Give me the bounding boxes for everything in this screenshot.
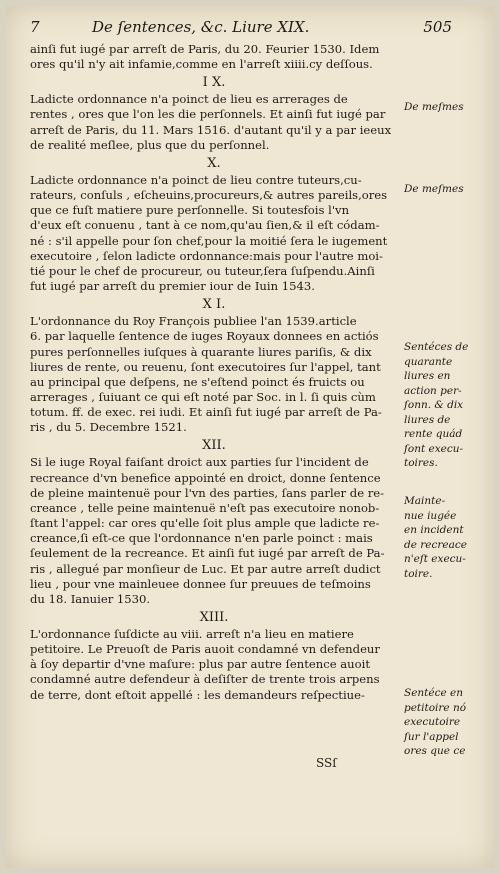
text-line: lieu , pour vne mainleuee donnee ſur preuues de teſmoins [30, 576, 371, 591]
text-line: pures perſonnelles iuſques à quarante liures pariſis, & dix [30, 344, 372, 359]
page-number-right: 505 [423, 18, 452, 36]
text-line: fut iugé par arreſt du premier iour de Iuin 1543. [30, 279, 315, 294]
text-line: ores qu'il n'y ait infamie,comme en l'arreſt xiiii.cy deſſous. [30, 57, 373, 72]
text-line: ris , du 5. Decembre 1521. [30, 420, 187, 435]
text-line: L'ordonnance ſuſdicte au viii. arreſt n'a lieu en matiere [30, 627, 354, 641]
text-line: L'ordonnance du Roy François publiee l'an 1539.article [30, 314, 357, 329]
margin-line: Mainte- [404, 495, 446, 507]
margin-line: toire. [404, 567, 433, 580]
margin-line: ores que ce [404, 745, 466, 757]
section-number-13: XIII. [199, 610, 229, 625]
section-10-text [30, 173, 398, 294]
text-line: ſeulement de la recreance. Et ainſi fut iugé par arreſt de Pa- [30, 546, 385, 561]
text-line: né : s'il appelle pour ſon chef,pour la moitié ſera le iugement [30, 233, 388, 248]
section-number-12: XII. [202, 438, 226, 454]
margin-note-12 [404, 494, 484, 581]
text-line: Si le iuge Royal faiſant droict aux parties ſur l'incident de [30, 455, 369, 470]
section-9-text [30, 92, 398, 153]
margin-line: petitoire nó [404, 701, 467, 714]
text-line: condamné autre defendeur à deſiſter de trente trois arpens [30, 672, 380, 687]
margin-note-10 [404, 182, 484, 197]
text-line: à ſoy departir d'vne maſure: plus par autre ſentence auoit [30, 657, 370, 672]
text-line: arreſt de Paris, du 11. Mars 1516. d'autant qu'il y a par ieeux [30, 122, 392, 137]
section-13-text [30, 627, 398, 703]
text-line: que ce fuſt matiere pure perſonnelle. Si toutesfois l'vn [30, 203, 350, 218]
text-line: recreance d'vn benefice appointé en droict, donne ſentence [30, 470, 381, 485]
text-line: liures de rente, ou reuenu, ſont executoires ſur l'appel, tant [30, 359, 381, 374]
text-line: d'eux eſt conuenu , tant à ce nom,qu'au ſien,& il eſt códam- [30, 218, 380, 233]
book-page [6, 6, 494, 868]
margin-line: Sentéces de [404, 341, 469, 353]
section-number-10: X. [207, 155, 221, 171]
text-line: totum. ff. de exec. rei iudi. Et ainſi fut iugé par arreſt de Pa- [30, 405, 382, 420]
margin-line: ſonn. & dix [404, 399, 464, 411]
margin-line: action per- [404, 384, 462, 397]
text-line: de terre, dont eſtoit appellé : les demandeurs reſpectiue- [30, 687, 365, 702]
text-line: petitoire. Le Preuoſt de Paris auoit condamné vn defendeur [30, 642, 380, 657]
margin-line: liures en [404, 370, 451, 382]
section-number-11: X I. [202, 297, 226, 313]
text-line: du 18. Ianuier 1530. [30, 591, 151, 606]
margin-line: ſont execu- [404, 442, 464, 455]
margin-line: ſur l'appel [404, 730, 459, 743]
margin-line: De meſmes [404, 183, 464, 195]
text-line: au principal que deſpens, ne s'eſtend poinct és fruicts ou [30, 374, 365, 389]
margin-line: liures de [404, 413, 451, 426]
margin-line: toires. [404, 457, 438, 469]
margin-line: rente quád [404, 428, 463, 440]
text-line: executoire , ſelon ladicte ordonnance:mais pour l'autre moi- [30, 248, 383, 263]
text-line: rentes , ores que l'on les die perſonnels. Et ainſi fut iugé par [30, 107, 386, 122]
margin-note-11 [404, 340, 484, 471]
text-line: ris , allegué par monſieur de Luc. Et par autre arreſt dudict [30, 561, 381, 576]
page-number-left: 7 [30, 18, 40, 36]
margin-line: en incident [404, 524, 464, 536]
text-line: creance,ſi eſt-ce que l'ordonnance n'en parle poinct : mais [30, 531, 373, 546]
text-line: de realité meſlee, plus que du perſonnel. [30, 137, 270, 152]
margin-line: de recreace [404, 538, 467, 551]
section-12-text [30, 455, 398, 607]
text-line: creance , telle peine maintenuë n'eſt pas executoire nonob- [30, 500, 380, 515]
text-line: rateurs, conſuls , eſcheuins,procureurs,& autres pareils,ores [30, 188, 388, 203]
margin-line: n'eſt execu- [404, 553, 466, 565]
paragraph-continued [30, 42, 398, 72]
text-line: arrerages , ſuiuant ce qui eſt noté par Soc. in l. ſi quis cùm [30, 389, 376, 404]
text-line: tié pour le chef de procureur, ou tuteur,ſera ſuſpendu.Ainſi [30, 263, 375, 278]
text-line: Ladicte ordonnance n'a poinct de lieu contre tuteurs,cu- [30, 172, 362, 187]
catchword: SSſ [316, 756, 337, 770]
margin-line: quarante [404, 355, 453, 368]
main-text-column [30, 42, 398, 703]
running-header [30, 18, 470, 42]
margin-line: executoire [404, 716, 461, 728]
text-line: de pleine maintenuë pour l'vn des parties, ſans parler de re- [30, 485, 385, 500]
text-line: ſtant l'appel: car ores qu'elle ſoit plus ample que ladicte re- [30, 516, 380, 531]
margin-line: nue iugée [404, 509, 457, 522]
margin-note-13 [404, 686, 484, 759]
margin-note-9 [404, 100, 484, 115]
section-number-9: I X. [202, 75, 226, 91]
text-line: ainſi fut iugé par arreſt de Paris, du 20. Feurier 1530. Idem [30, 42, 380, 56]
running-title: De ſentences, &c. Liure XIX. [92, 18, 310, 36]
section-11-text [30, 314, 398, 435]
margin-line: Sentéce en [404, 687, 464, 699]
text-line: 6. par laquelle ſentence de iuges Royaux donnees en actiós [30, 329, 379, 344]
text-line: Ladicte ordonnance n'a poinct de lieu es arrerages de [30, 92, 348, 107]
margin-line: De meſmes [404, 101, 464, 113]
